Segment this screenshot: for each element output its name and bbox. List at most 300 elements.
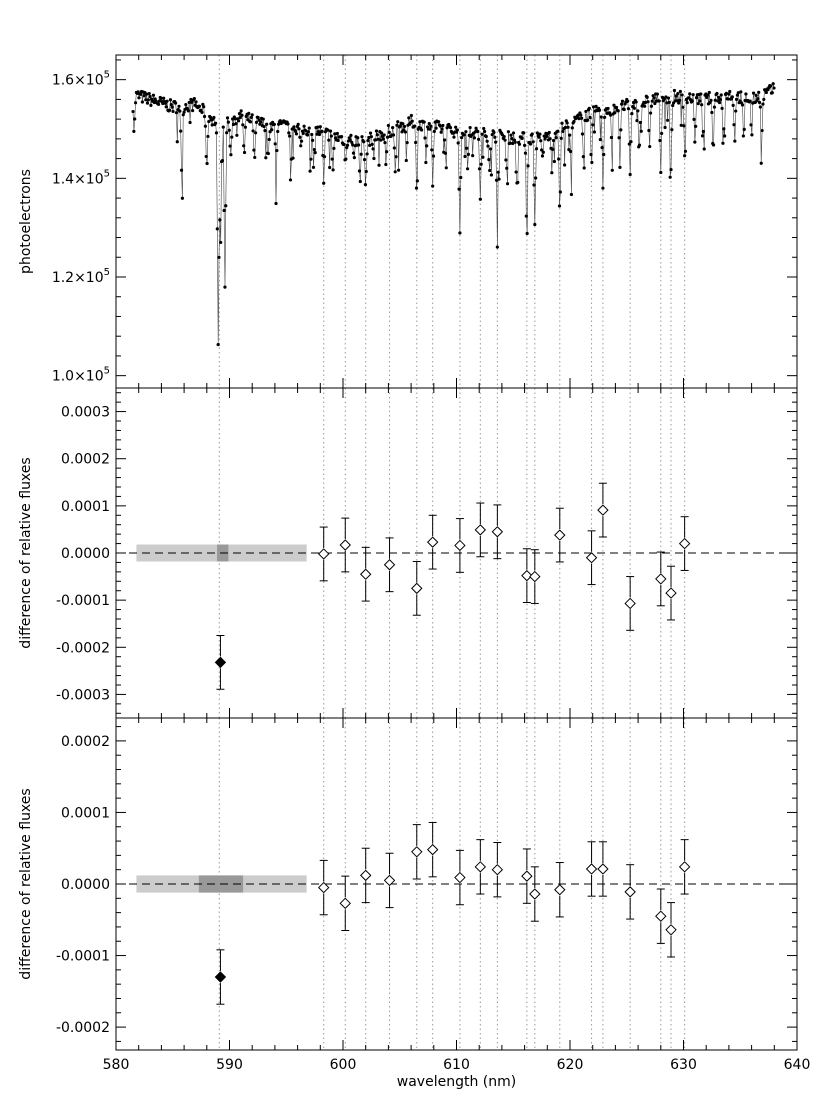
spectrum-point xyxy=(223,209,226,212)
spectrum-point xyxy=(688,92,691,95)
spectrum-point xyxy=(212,116,215,119)
spectrum-point xyxy=(757,91,760,94)
spectrum-point xyxy=(270,128,273,131)
spectrum-point xyxy=(360,135,363,138)
spectrum-point xyxy=(297,123,300,126)
spectrum-point xyxy=(295,132,298,135)
spectrum-point xyxy=(314,151,317,154)
spectrum-point xyxy=(394,155,397,158)
spectrum-point xyxy=(663,126,666,129)
spectrum-point xyxy=(366,139,369,142)
spectrum-point xyxy=(603,116,606,119)
spectrum-point xyxy=(225,131,228,134)
spectrum-point xyxy=(425,144,428,147)
spectrum-point xyxy=(187,109,190,112)
spectrum-point xyxy=(563,163,566,166)
spectrum-point xyxy=(771,91,774,94)
y-tick-label: 0.0002 xyxy=(61,733,110,750)
spectrum-point xyxy=(276,130,279,133)
spectrum-point xyxy=(756,97,759,100)
spectrum-point xyxy=(617,109,620,112)
spectrum-point xyxy=(749,100,752,103)
spectrum-point xyxy=(168,109,171,112)
spectrum-point xyxy=(429,125,432,128)
spectrum-point xyxy=(259,120,262,123)
spectrum-point xyxy=(602,153,605,156)
spectrum-point xyxy=(492,131,495,134)
spectrum-point xyxy=(490,173,493,176)
spectrum-point xyxy=(268,138,271,141)
spectrum-point xyxy=(410,114,413,117)
spectrum-point xyxy=(252,148,255,151)
spectrum-point xyxy=(413,125,416,128)
data-point xyxy=(455,873,465,883)
spectrum-point xyxy=(319,125,322,128)
spectrum-point xyxy=(670,128,673,131)
spectrum-point xyxy=(643,105,646,108)
spectrum-point xyxy=(227,121,230,124)
spectrum-point xyxy=(249,120,252,123)
spectrum-point xyxy=(699,92,702,95)
spectrum-point xyxy=(313,148,316,151)
spectrum-point xyxy=(708,91,711,94)
spectrum-point xyxy=(401,122,404,125)
spectrum-point xyxy=(626,100,629,103)
spectrum-point xyxy=(299,144,302,147)
spectrum-point xyxy=(174,102,177,105)
spectrum-point xyxy=(765,91,768,94)
data-point xyxy=(319,549,329,559)
spectrum-point xyxy=(171,106,174,109)
y-tick-label: -0.0002 xyxy=(55,640,110,657)
spectrum-point xyxy=(506,182,509,185)
spectrum-point xyxy=(739,90,742,93)
spectrum-point xyxy=(657,99,660,102)
spectrum-point xyxy=(732,104,735,107)
spectrum-point xyxy=(713,106,716,109)
spectrum-point xyxy=(300,140,303,143)
spectrum-point xyxy=(383,133,386,136)
spectrum-point xyxy=(171,110,174,113)
panel-2 xyxy=(18,388,797,718)
spectrum-point xyxy=(598,109,601,112)
spectrum-point xyxy=(228,129,231,132)
spectrum-point xyxy=(586,119,589,122)
spectrum-point xyxy=(733,139,736,142)
spectrum-point xyxy=(253,156,256,159)
spectrum-point xyxy=(638,144,641,147)
spectrum-point xyxy=(440,127,443,130)
spectrum-point xyxy=(434,127,437,130)
spectrum-point xyxy=(222,126,225,129)
y-tick-label: -0.0001 xyxy=(55,593,110,610)
spectrum-point xyxy=(362,140,365,143)
spectrum-point xyxy=(606,107,609,110)
spectrum-point xyxy=(526,232,529,235)
spectrum-point xyxy=(524,152,527,155)
spectrum-point xyxy=(467,153,470,156)
x-axis-label: wavelength (nm) xyxy=(396,1074,517,1090)
spectrum-point xyxy=(769,84,772,87)
spectrum-point xyxy=(343,143,346,146)
spectrum-point xyxy=(509,134,512,137)
spectrum-point xyxy=(443,138,446,141)
spectrum-point xyxy=(308,126,311,129)
spectrum-point xyxy=(589,116,592,119)
spectrum-point xyxy=(488,169,491,172)
spectrum-point xyxy=(532,140,535,143)
spectrum-point xyxy=(599,138,602,141)
spectrum-point xyxy=(566,126,569,129)
spectrum-point xyxy=(635,100,638,103)
spectrum-point xyxy=(697,102,700,105)
spectrum-point xyxy=(629,140,632,143)
spectrum-point xyxy=(203,115,206,118)
spectrum-point xyxy=(147,98,150,101)
data-point xyxy=(492,865,502,875)
spectrum-point xyxy=(497,171,500,174)
spectrum-point xyxy=(431,185,434,188)
spectrum-point xyxy=(683,154,686,157)
spectrum-point xyxy=(566,121,569,124)
spectrum-point xyxy=(217,343,220,346)
spectrum-point xyxy=(217,256,220,259)
spectrum-point xyxy=(595,105,598,108)
data-point xyxy=(555,530,565,540)
spectrum-point xyxy=(331,168,334,171)
spectrum-point xyxy=(198,105,201,108)
data-point xyxy=(598,505,608,515)
data-point xyxy=(598,864,608,874)
spectrum-point xyxy=(288,134,291,137)
spectrum-point xyxy=(538,132,541,135)
spectrum-point xyxy=(384,163,387,166)
spectrum-point xyxy=(444,152,447,155)
spectrum-point xyxy=(407,116,410,119)
data-point xyxy=(587,553,597,563)
data-point xyxy=(587,864,597,874)
spectrum-point xyxy=(561,130,564,133)
spectrum-point xyxy=(344,157,347,160)
spectrum-point xyxy=(152,94,155,97)
spectrum-point xyxy=(146,102,149,105)
spectrum-point xyxy=(371,147,374,150)
data-point xyxy=(361,870,371,880)
spectrum-point xyxy=(415,187,418,190)
panel-1 xyxy=(18,55,797,388)
spectrum-point xyxy=(464,130,467,133)
spectrum-point xyxy=(308,170,311,173)
spectrum-point xyxy=(639,121,642,124)
spectrum-point xyxy=(651,100,654,103)
spectrum-point xyxy=(218,218,221,221)
spectrum-point xyxy=(760,129,763,132)
spectrum-point xyxy=(370,135,373,138)
spectrum-point xyxy=(627,107,630,110)
spectrum-point xyxy=(416,179,419,182)
spectrum-point xyxy=(340,135,343,138)
spectrum-point xyxy=(149,104,152,107)
spectrum-point xyxy=(557,157,560,160)
spectrum-point xyxy=(572,120,575,123)
spectrum-point xyxy=(772,82,775,85)
spectrum-point xyxy=(433,130,436,133)
spectrum-point xyxy=(396,120,399,123)
spectrum-point xyxy=(359,180,362,183)
y-tick-label: 0.0000 xyxy=(61,546,110,562)
spectrum-point xyxy=(360,153,363,156)
spectrum-point xyxy=(181,197,184,200)
data-point xyxy=(530,572,540,582)
spectrum-point xyxy=(692,93,695,96)
spectrum-point xyxy=(307,130,310,133)
spectrum-point xyxy=(601,187,604,190)
spectrum-point xyxy=(532,183,535,186)
spectrum-point xyxy=(363,158,366,161)
spectrum-point xyxy=(141,100,144,103)
spectrum-point xyxy=(481,156,484,159)
spectrum-point xyxy=(273,123,276,126)
data-point xyxy=(680,862,690,872)
spectrum-point xyxy=(556,130,559,133)
spectrum-point xyxy=(579,114,582,117)
spectrum-point xyxy=(580,117,583,120)
spectrum-point xyxy=(241,123,244,126)
spectrum-point xyxy=(537,136,540,139)
spectrum-point xyxy=(420,128,423,131)
spectrum-point xyxy=(534,176,537,179)
y-tick-label: 0.0001 xyxy=(61,805,110,822)
spectrum-point xyxy=(503,135,506,138)
spectrum-point xyxy=(397,169,400,172)
spectrum-point xyxy=(701,134,704,137)
spectrum-point xyxy=(235,134,238,137)
y-tick-label: $1.4\times 10^5$ xyxy=(51,168,110,188)
spectrum-point xyxy=(731,95,734,98)
spectrum-point xyxy=(752,92,755,95)
spectrum-point xyxy=(336,132,339,135)
spectrum-point xyxy=(522,131,525,134)
spectrum-point xyxy=(571,126,574,129)
spectrum-point xyxy=(539,139,542,142)
spectrum-point xyxy=(460,136,463,139)
spectrum-point xyxy=(478,167,481,170)
spectrum-point xyxy=(514,141,517,144)
y-tick-label: -0.0002 xyxy=(55,1020,110,1037)
spectrum-point xyxy=(139,93,142,96)
spectrum-point xyxy=(328,166,331,169)
spectrum-point xyxy=(131,110,134,113)
data-point xyxy=(555,885,565,895)
spectrum-point xyxy=(393,146,396,149)
spectrum-point xyxy=(681,106,684,109)
y-tick-label: -0.0001 xyxy=(55,948,110,965)
spectrum-point xyxy=(611,169,614,172)
spectrum-point xyxy=(391,126,394,129)
spectrum-point xyxy=(486,145,489,148)
spectrum-point xyxy=(230,136,233,139)
spectrum-point xyxy=(274,202,277,205)
data-point xyxy=(530,889,540,899)
data-point xyxy=(666,588,676,598)
spectrum-point xyxy=(184,103,187,106)
spectrum-point xyxy=(165,105,168,108)
spectrum-point xyxy=(332,147,335,150)
spectrum-point xyxy=(551,148,554,151)
spectrum-point xyxy=(520,137,523,140)
spectrum-point xyxy=(148,92,151,95)
spectrum-point xyxy=(660,132,663,135)
data-point xyxy=(340,898,350,908)
spectrum-point xyxy=(306,133,309,136)
spectrum-point xyxy=(743,128,746,131)
spectrum-point xyxy=(620,103,623,106)
spectrum-point xyxy=(617,136,620,139)
spectrum-point xyxy=(722,127,725,130)
y-axis-label: photoelectrons xyxy=(18,169,34,274)
spectrum-point xyxy=(275,149,278,152)
spectrum-point xyxy=(320,130,323,133)
spectrum-point xyxy=(403,125,406,128)
spectrum-point xyxy=(640,130,643,133)
spectrum-point xyxy=(480,163,483,166)
y-tick-label: 0.0000 xyxy=(61,877,110,893)
spectrum-point xyxy=(240,114,243,117)
spectrum-point xyxy=(496,245,499,248)
spectrum-point xyxy=(720,93,723,96)
spectrum-point xyxy=(287,131,290,134)
spectrum-point xyxy=(581,132,584,135)
y-tick-label: $1.2\times 10^5$ xyxy=(51,267,110,286)
spectrum-point xyxy=(247,112,250,115)
spectrum-point xyxy=(720,107,723,110)
spectrum-point xyxy=(215,131,218,134)
data-point xyxy=(455,540,465,550)
spectrum-point xyxy=(758,101,761,104)
spectrum-point xyxy=(243,151,246,154)
spectrum-point xyxy=(309,158,312,161)
spectrum-point xyxy=(205,155,208,158)
spectrum-point xyxy=(525,215,528,218)
spectrum-point xyxy=(371,143,374,146)
spectrum-point xyxy=(132,130,135,133)
spectrum-point xyxy=(375,129,378,132)
spectrum-point xyxy=(318,133,321,136)
spectrum-point xyxy=(204,125,207,128)
spectrum-point xyxy=(593,130,596,133)
spectrum-point xyxy=(750,133,753,136)
spectrum-point xyxy=(404,130,407,133)
spectrum-point xyxy=(183,111,186,114)
spectrum-point xyxy=(357,143,360,146)
highlighted-point xyxy=(215,972,225,982)
spectrum-point xyxy=(712,143,715,146)
spectrum-point xyxy=(647,129,650,132)
spectrum-point xyxy=(503,139,506,142)
spectrum-point xyxy=(352,151,355,154)
spectrum-point xyxy=(630,112,633,115)
spectrum-point xyxy=(666,119,669,122)
spectrum-point xyxy=(337,139,340,142)
spectrum-point xyxy=(226,116,229,119)
spectrum-point xyxy=(504,158,507,161)
spectrum-point xyxy=(179,130,182,133)
spectrum-point xyxy=(330,134,333,137)
data-point xyxy=(385,560,395,570)
spectrum-point xyxy=(255,121,258,124)
spectrum-point xyxy=(264,156,267,159)
spectrum-point xyxy=(507,130,510,133)
spectrum-point xyxy=(263,129,266,132)
spectrum-point xyxy=(526,164,529,167)
spectrum-point xyxy=(560,122,563,125)
spectrum-point xyxy=(466,167,469,170)
spectrum-point xyxy=(673,89,676,92)
spectrum-point xyxy=(432,155,435,158)
spectrum-point xyxy=(157,103,160,106)
y-tick-label: 0.0002 xyxy=(61,451,110,468)
spectrum-point xyxy=(700,103,703,106)
spectrum-point xyxy=(591,123,594,126)
spectrum-point xyxy=(380,131,383,134)
spectrum-point xyxy=(728,90,731,93)
spectrum-point xyxy=(177,105,180,108)
spectrum-point xyxy=(329,129,332,132)
spectrum-point xyxy=(629,173,632,176)
spectrum-point xyxy=(636,109,639,112)
spectrum-point xyxy=(358,169,361,172)
spectrum-point xyxy=(219,241,222,244)
spectrum-point xyxy=(600,115,603,118)
spectrum-point xyxy=(223,285,226,288)
spectrum-point xyxy=(541,154,544,157)
spectrum-point xyxy=(452,136,455,139)
spectrum-point xyxy=(692,118,695,121)
spectrum-point xyxy=(148,95,151,98)
spectrum-point xyxy=(251,113,254,116)
spectrum-point xyxy=(676,92,679,95)
spectrum-point xyxy=(558,204,561,207)
y-axis-label: difference of relative fluxes xyxy=(18,788,34,980)
spectrum-point xyxy=(274,142,277,145)
spectrum-point xyxy=(679,90,682,93)
x-tick-label: 640 xyxy=(783,1057,811,1073)
spectrum-point xyxy=(311,139,314,142)
spectrum-point xyxy=(346,144,349,147)
spectrum-point xyxy=(514,170,517,173)
spectrum-point xyxy=(292,125,295,128)
spectrum-point xyxy=(202,105,205,108)
spectrum-point xyxy=(312,166,315,169)
spectrum-point xyxy=(388,131,391,134)
spectrum-point xyxy=(469,126,472,129)
spectrum-point xyxy=(449,126,452,129)
spectrum-point xyxy=(372,157,375,160)
spectrum-point xyxy=(265,123,268,126)
spectrum-point xyxy=(383,141,386,144)
spectrum-point xyxy=(399,124,402,127)
spectrum-point xyxy=(694,125,697,128)
spectrum-point xyxy=(613,111,616,114)
spectrum-point xyxy=(759,105,762,108)
data-point xyxy=(475,525,485,535)
spectrum-point xyxy=(719,98,722,101)
spectrum-point xyxy=(194,100,197,103)
spectrum-point xyxy=(734,109,737,112)
x-tick-label: 630 xyxy=(670,1057,697,1073)
spectrum-point xyxy=(505,167,508,170)
x-tick-label: 580 xyxy=(102,1057,130,1073)
